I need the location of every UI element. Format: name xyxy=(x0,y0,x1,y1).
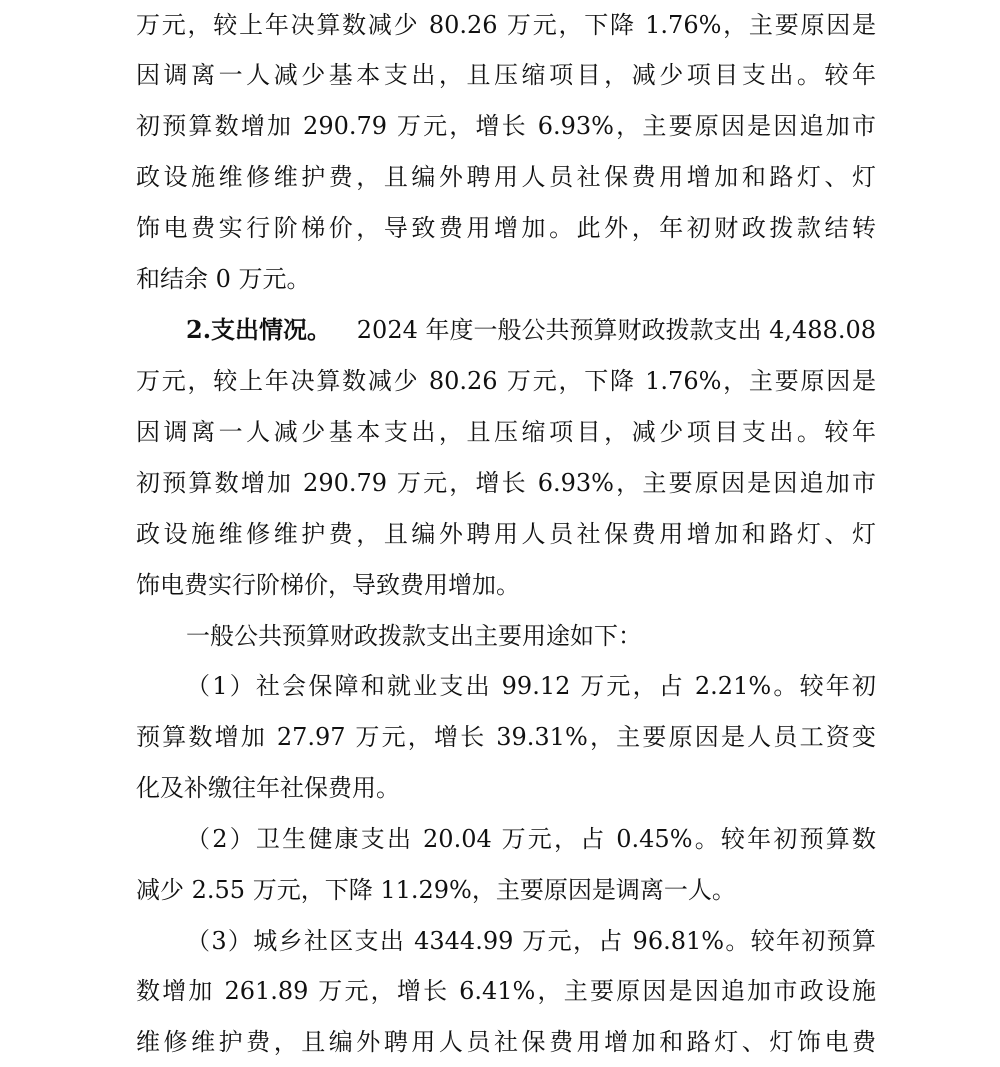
item-1-line-2: 预算数增加 27.97 万元，增长 39.31%，主要原因是人员工资变 xyxy=(136,723,876,751)
item-1-line-3: 化及补缴往年社保费用。 xyxy=(136,774,400,802)
text-line-9: 因调离一人减少基本支出，且压缩项目，减少项目支出。较年 xyxy=(136,418,876,446)
text-line-10: 初预算数增加 290.79 万元，增长 6.93%，主要原因是因追加市 xyxy=(136,469,876,497)
text-line-3: 初预算数增加 290.79 万元，增长 6.93%，主要原因是因追加市 xyxy=(136,112,876,140)
text-line-11: 政设施维修维护费，且编外聘用人员社保费用增加和路灯、灯 xyxy=(136,520,876,548)
item-3-line-3: 维修维护费，且编外聘用人员社保费用增加和路灯、灯饰电费 xyxy=(136,1028,876,1056)
section-heading-line xyxy=(186,305,876,355)
item-2-line-1: （2）卫生健康支出 20.04 万元，占 0.45%。较年初预算数 xyxy=(186,825,876,853)
text-line-5: 饰电费实行阶梯价，导致费用增加。此外，年初财政拨款结转 xyxy=(136,214,876,242)
text-line-2: 因调离一人减少基本支出，且压缩项目，减少项目支出。较年 xyxy=(136,61,876,89)
text-line-8: 万元，较上年决算数减少 80.26 万元，下降 1.76%，主要原因是 xyxy=(136,367,876,395)
item-3-line-1: （3）城乡社区支出 4344.99 万元，占 96.81%。较年初预算 xyxy=(186,927,876,955)
item-1-line-1: （1）社会保障和就业支出 99.12 万元，占 2.21%。较年初 xyxy=(186,672,876,700)
section-heading-text: 2024 年度一般公共预算财政拨款支出 4,488.08 xyxy=(356,316,876,344)
section-heading: 2.支出情况。 xyxy=(186,315,332,344)
text-line-1: 万元，较上年决算数减少 80.26 万元，下降 1.76%，主要原因是 xyxy=(136,11,876,39)
item-2-line-2: 减少 2.55 万元，下降 11.29%，主要原因是调离一人。 xyxy=(136,876,736,904)
text-line-6: 和结余 0 万元。 xyxy=(136,265,311,293)
text-line-4: 政设施维修维护费，且编外聘用人员社保费用增加和路灯、灯 xyxy=(136,163,876,191)
purpose-heading: 一般公共预算财政拨款支出主要用途如下： xyxy=(186,622,642,650)
text-line-12: 饰电费实行阶梯价，导致费用增加。 xyxy=(136,571,520,599)
item-3-line-2: 数增加 261.89 万元，增长 6.41%，主要原因是因追加市政设施 xyxy=(136,977,876,1005)
